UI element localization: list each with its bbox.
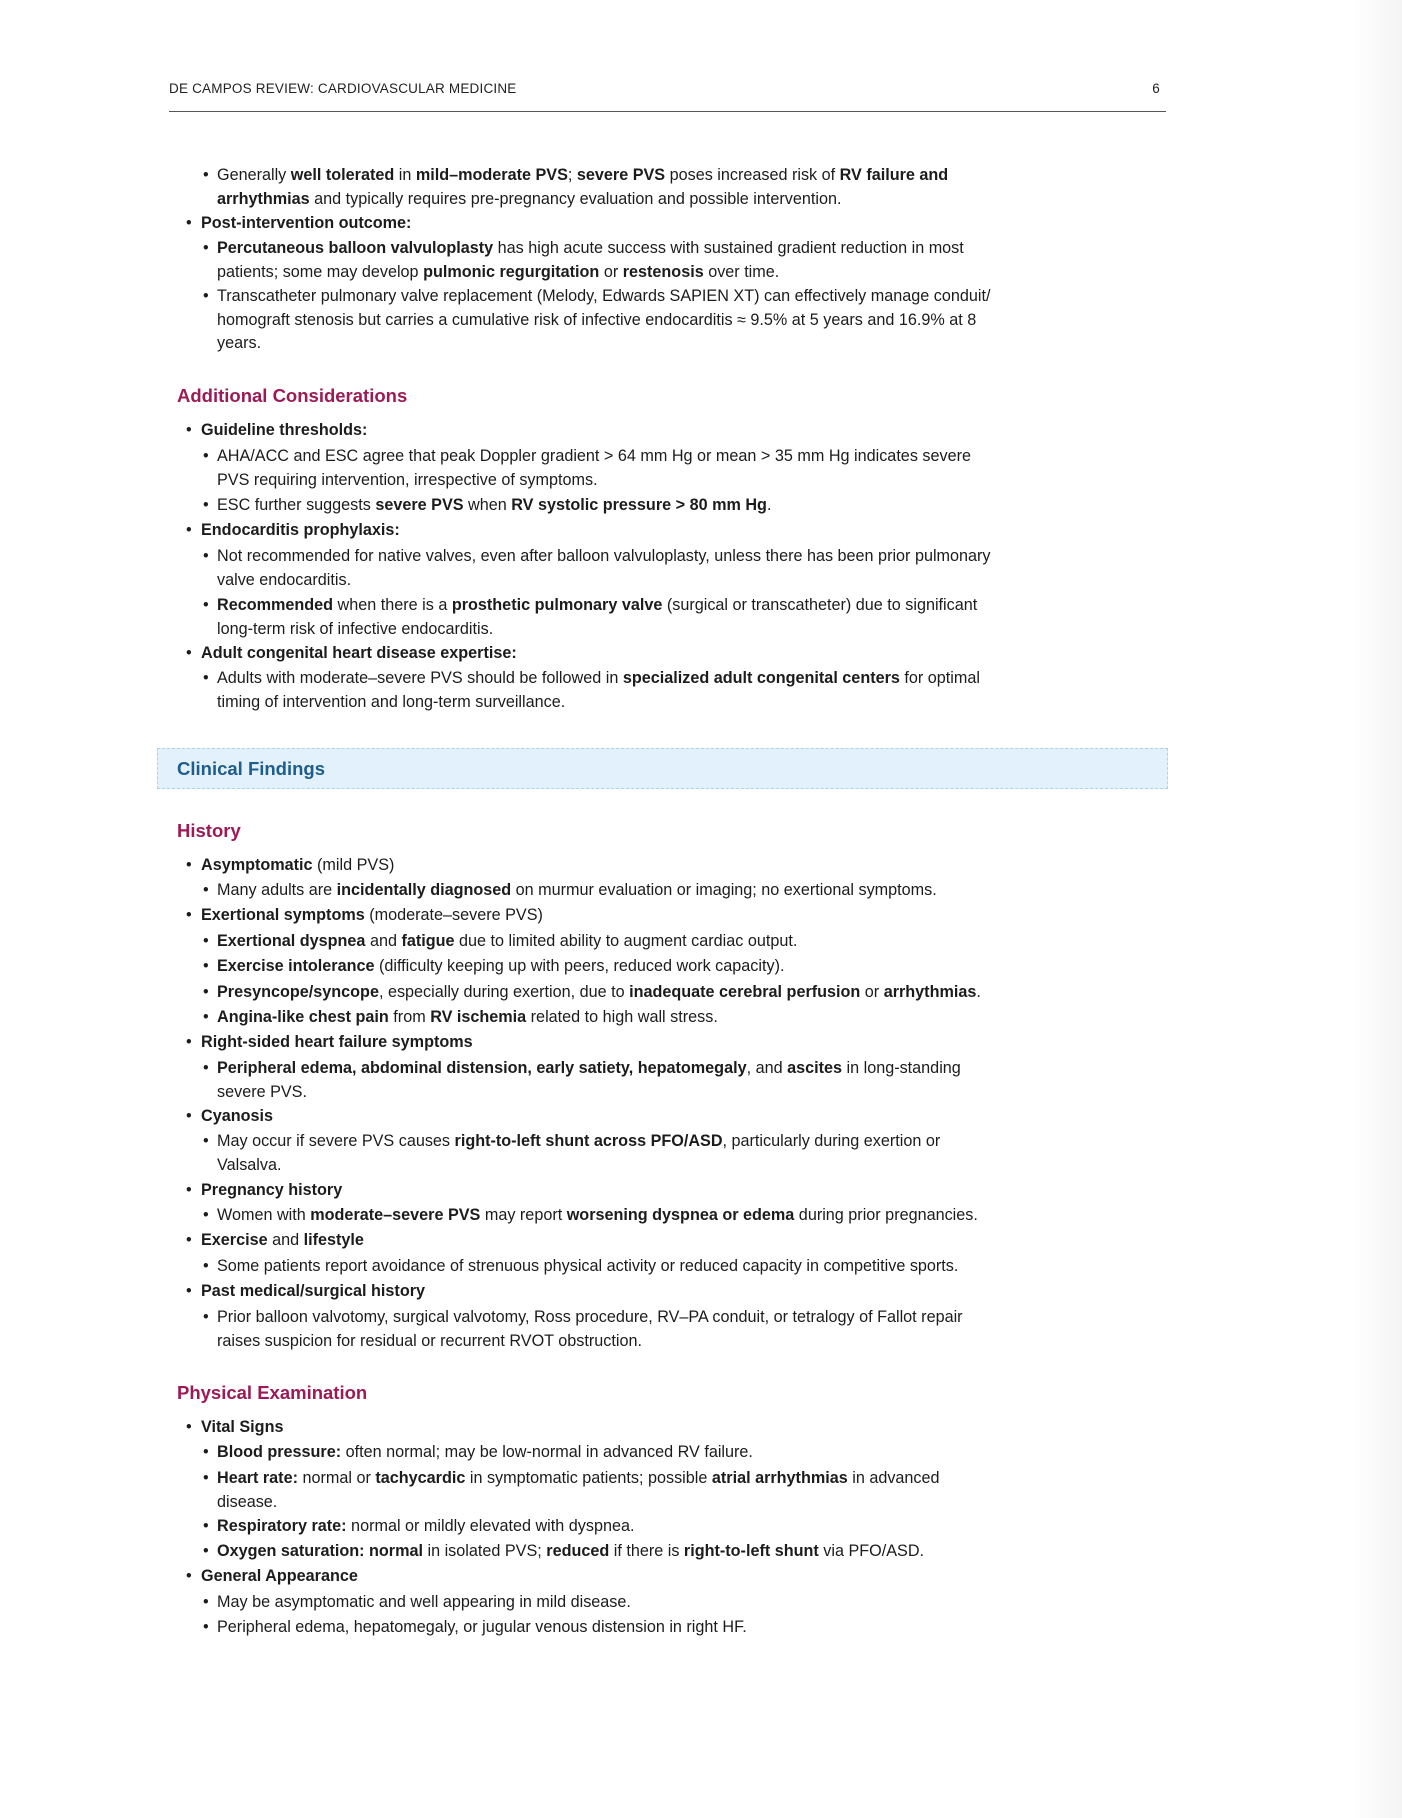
list-item-text: Exercise and lifestyle [201, 1231, 364, 1249]
list-item [186, 1229, 1006, 1253]
list-item [186, 1105, 1006, 1129]
list-item-text: ESC further suggests severe PVS when RV systolic pressure > 80 mm Hg. [217, 496, 772, 514]
list-item [186, 854, 1006, 878]
history-heading: History [177, 820, 241, 841]
bullet-icon: • [186, 644, 192, 662]
list-item [203, 445, 1003, 492]
list-item-text: Transcatheter pulmonary valve replacement (Melody, Edwards SAPIEN XT) can effectively manage conduit/ homograft stenosis but carries a cumulative risk of infective endocarditis ≈ 9.5% at 5 years and 16.9% at 8 years. [217, 287, 991, 352]
bullet-icon: • [186, 421, 192, 439]
clinical-findings-section-band [157, 748, 1168, 789]
list-item-text: May be asymptomatic and well appearing in mild disease. [217, 1593, 631, 1611]
list-item [203, 1255, 1003, 1279]
list-item [186, 904, 1006, 928]
list-item-text: Guideline thresholds: [201, 421, 368, 439]
list-item [203, 930, 1003, 954]
running-header [169, 79, 1166, 112]
bullet-icon: • [203, 596, 209, 614]
list-item [203, 1515, 1003, 1539]
list-item [186, 1565, 1006, 1589]
bullet-icon: • [203, 1517, 209, 1535]
list-item-text: Vital Signs [201, 1418, 284, 1436]
bullet-icon: • [203, 957, 209, 975]
list-item-text: Percutaneous balloon valvuloplasty has high acute success with sustained gradient reduction in most patients; some may develop pulmonic regurgitation or restenosis over time. [217, 239, 964, 281]
list-item [203, 164, 1003, 211]
list-item-text: Prior balloon valvotomy, surgical valvotomy, Ross procedure, RV–PA conduit, or tetralogy of Fallot repair raises suspicion for residual or recurrent RVOT obstruction. [217, 1308, 963, 1350]
bullet-icon: • [186, 1033, 192, 1051]
bullet-icon: • [203, 1257, 209, 1275]
list-item-text: Many adults are incidentally diagnosed on murmur evaluation or imaging; no exertional symptoms. [217, 881, 937, 899]
list-item [203, 1616, 1003, 1640]
bullet-icon: • [186, 1231, 192, 1249]
bullet-icon: • [186, 1418, 192, 1436]
list-item-text: Right-sided heart failure symptoms [201, 1033, 473, 1051]
list-item [186, 642, 1006, 666]
list-item-text: Not recommended for native valves, even after balloon valvuloplasty, unless there has been prior pulmonary valve endocarditis. [217, 547, 991, 589]
bullet-icon: • [186, 521, 192, 539]
bullet-icon: • [186, 1567, 192, 1585]
list-item-text: Presyncope/syncope, especially during exertion, due to inadequate cerebral perfusion or arrhythmias. [217, 983, 981, 1001]
clinical-findings-heading: Clinical Findings [177, 758, 326, 779]
list-item [203, 1467, 1003, 1514]
list-item [186, 212, 1006, 236]
bullet-icon: • [203, 881, 209, 899]
list-item-text: Generally well tolerated in mild–moderate PVS; severe PVS poses increased risk of RV failure and arrhythmias and typically requires pre-pregnancy evaluation and possible intervention. [217, 166, 949, 208]
running-header-title: DE CAMPOS REVIEW: CARDIOVASCULAR MEDICINE [169, 81, 517, 96]
list-item [203, 1130, 1003, 1177]
bullet-icon: • [203, 447, 209, 465]
bullet-icon: • [203, 1618, 209, 1636]
list-item [186, 519, 1006, 543]
bullet-icon: • [203, 1469, 209, 1487]
bullet-icon: • [203, 287, 209, 305]
list-item-text: May occur if severe PVS causes right-to-left shunt across PFO/ASD, particularly during exertion or Valsalva. [217, 1132, 941, 1174]
physical-examination-heading: Physical Examination [177, 1382, 368, 1403]
list-item-text: Exertional dyspnea and fatigue due to limited ability to augment cardiac output. [217, 932, 798, 950]
bullet-icon: • [186, 1282, 192, 1300]
list-item [186, 1031, 1006, 1055]
list-item-text: Women with moderate–severe PVS may report worsening dyspnea or edema during prior pregnancies. [217, 1206, 978, 1224]
list-item [203, 1057, 1003, 1104]
bullet-icon: • [203, 1206, 209, 1224]
list-item [203, 1204, 1003, 1228]
list-item-text: Exercise intolerance (difficulty keeping up with peers, reduced work capacity). [217, 957, 785, 975]
bullet-icon: • [203, 1593, 209, 1611]
list-item-text: AHA/ACC and ESC agree that peak Doppler gradient > 64 mm Hg or mean > 35 mm Hg indicates severe PVS requiring intervention, irrespective of symptoms. [217, 447, 971, 489]
list-item-text: General Appearance [201, 1567, 358, 1585]
list-item [203, 955, 1003, 979]
bullet-icon: • [186, 856, 192, 874]
bullet-icon: • [203, 1443, 209, 1461]
list-item-text: Asymptomatic (mild PVS) [201, 856, 395, 874]
list-item-text: Peripheral edema, hepatomegaly, or jugular venous distension in right HF. [217, 1618, 747, 1636]
list-item-text: Endocarditis prophylaxis: [201, 521, 400, 539]
list-item-text: Oxygen saturation: normal in isolated PVS; reduced if there is right-to-left shunt via PFO/ASD. [217, 1542, 925, 1560]
list-item [203, 1306, 1003, 1353]
list-item [203, 1540, 1003, 1564]
list-item-text: Adults with moderate–severe PVS should be followed in specialized adult congenital centers for optimal timing of intervention and long-term surveillance. [217, 669, 980, 711]
bullet-icon: • [203, 1132, 209, 1150]
list-item [186, 1416, 1006, 1440]
list-item [203, 1006, 1003, 1030]
list-item-text: Heart rate: normal or tachycardic in symptomatic patients; possible atrial arrhythmias in advanced disease. [217, 1469, 940, 1511]
list-item-text: Cyanosis [201, 1107, 273, 1125]
bullet-icon: • [186, 214, 192, 232]
list-item-text: Recommended when there is a prosthetic pulmonary valve (surgical or transcatheter) due to significant long-term risk of infective endocarditis. [217, 596, 978, 638]
list-item-text: Exertional symptoms (moderate–severe PVS) [201, 906, 543, 924]
list-item [203, 285, 1003, 356]
list-item [203, 494, 1003, 518]
bullet-icon: • [203, 1059, 209, 1077]
bullet-icon: • [186, 1107, 192, 1125]
bullet-icon: • [203, 166, 209, 184]
list-item-text: Blood pressure: often normal; may be low-normal in advanced RV failure. [217, 1443, 753, 1461]
list-item-text: Some patients report avoidance of strenuous physical activity or reduced capacity in competitive sports. [217, 1257, 959, 1275]
additional-considerations-heading: Additional Considerations [177, 385, 408, 406]
bullet-icon: • [203, 547, 209, 565]
list-item [203, 237, 1003, 284]
bullet-icon: • [186, 1181, 192, 1199]
list-item [203, 667, 1003, 714]
list-item [203, 981, 1003, 1005]
list-item-text: Post-intervention outcome: [201, 214, 412, 232]
list-item [186, 1280, 1006, 1304]
list-item-text: Peripheral edema, abdominal distension, early satiety, hepatomegaly, and ascites in long-standing severe PVS. [217, 1059, 961, 1101]
bullet-icon: • [203, 983, 209, 1001]
list-item-text: Past medical/surgical history [201, 1282, 426, 1300]
page-number: 6 [1152, 81, 1160, 96]
list-item-text: Respiratory rate: normal or mildly elevated with dyspnea. [217, 1517, 635, 1535]
bullet-icon: • [203, 932, 209, 950]
list-item-text: Adult congenital heart disease expertise: [201, 644, 517, 662]
list-item [203, 879, 1003, 903]
list-item [203, 1441, 1003, 1465]
list-item [203, 545, 1003, 592]
list-item [186, 1179, 1006, 1203]
bullet-icon: • [203, 1008, 209, 1026]
list-item-text: Angina-like chest pain from RV ischemia related to high wall stress. [217, 1008, 718, 1026]
bullet-icon: • [203, 1308, 209, 1326]
list-item [203, 594, 1003, 641]
bullet-icon: • [203, 496, 209, 514]
list-item-text: Pregnancy history [201, 1181, 343, 1199]
bullet-icon: • [203, 239, 209, 257]
bullet-icon: • [186, 906, 192, 924]
list-item [203, 1591, 1003, 1615]
list-item [186, 419, 1006, 443]
bullet-icon: • [203, 669, 209, 687]
bullet-icon: • [203, 1542, 209, 1560]
